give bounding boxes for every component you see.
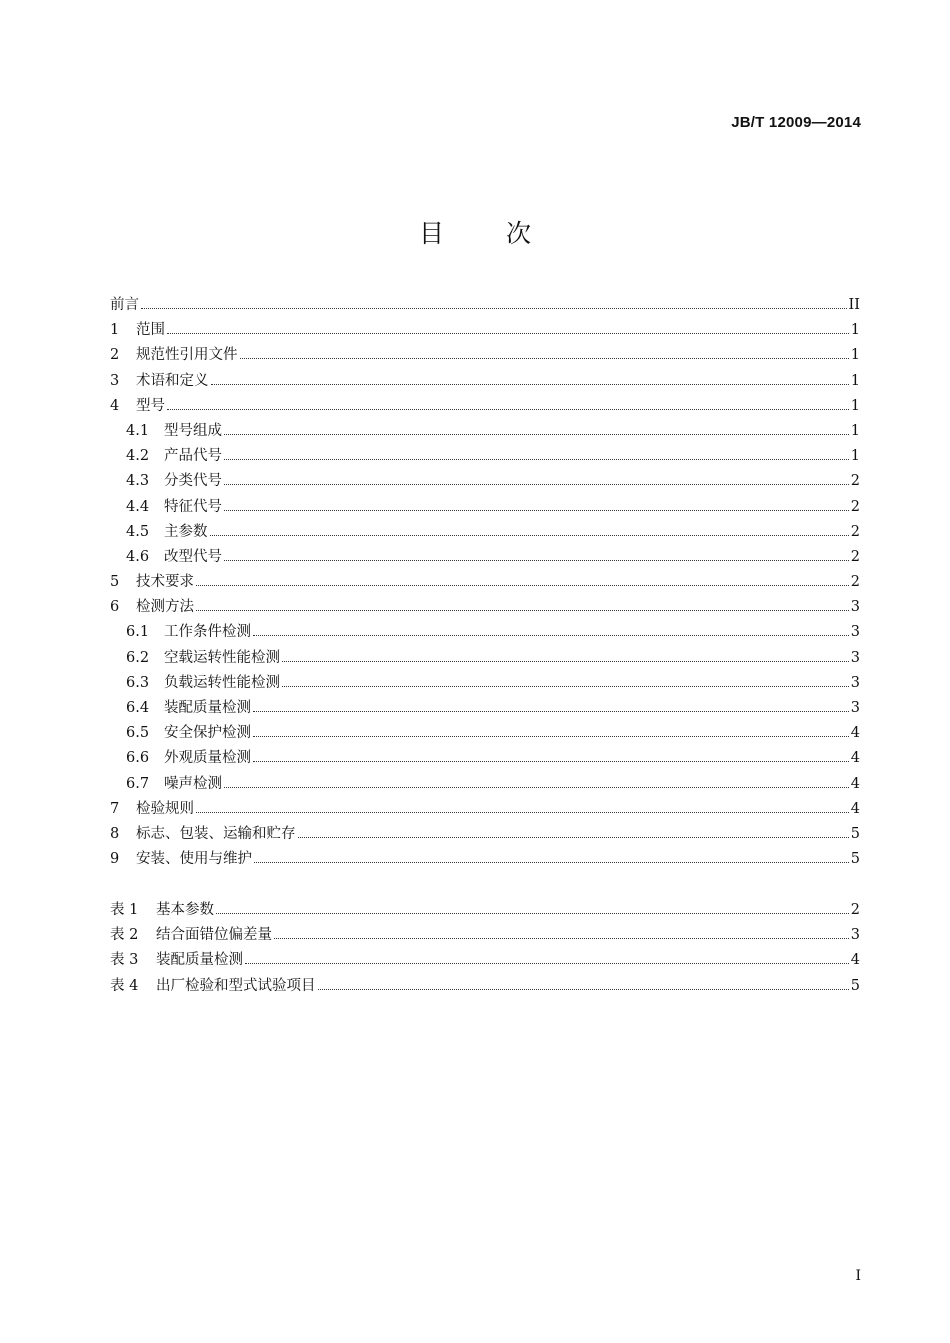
toc-entry-number: 4.6: [126, 548, 150, 565]
toc-entry-number: 8: [110, 825, 120, 842]
dot-leader: [282, 661, 849, 662]
toc-entry[interactable]: [110, 520, 860, 545]
toc-entry-label: 基本参数: [156, 902, 214, 918]
toc-entry[interactable]: [110, 948, 860, 973]
toc-entry-label: 空载运转性能检测: [164, 649, 280, 666]
toc-entry-page: 2: [850, 498, 860, 515]
toc-entry[interactable]: [110, 671, 860, 696]
toc-entry[interactable]: [110, 772, 860, 797]
toc-entry[interactable]: [110, 495, 860, 520]
dot-leader: [141, 308, 847, 309]
toc-entry[interactable]: [110, 595, 860, 620]
dot-leader: [253, 635, 849, 636]
toc-entry[interactable]: [110, 343, 860, 368]
dot-leader: [224, 787, 849, 788]
toc-entry-page: 1: [850, 397, 860, 414]
toc-entry[interactable]: [110, 923, 860, 948]
toc-entry-number: 6.1: [126, 624, 150, 641]
toc-entry-number: 4.3: [126, 473, 150, 490]
toc-entry-label: 安全保护检测: [164, 725, 251, 742]
toc-entry[interactable]: [110, 974, 860, 999]
toc-entry-page: 2: [850, 902, 860, 918]
toc-entry-number: 4.5: [126, 523, 150, 540]
toc-entry[interactable]: [110, 746, 860, 771]
toc-entry-number: 9: [110, 851, 120, 868]
toc-entry-label: 装配质量检测: [164, 700, 251, 716]
dot-leader: [224, 510, 849, 511]
toc-entry-number: 6.5: [126, 725, 150, 742]
toc-entry-label: 标志、包装、运输和贮存: [136, 825, 296, 842]
dot-leader: [253, 761, 849, 762]
toc-entry-label: 型号组成: [164, 422, 222, 439]
toc-entry[interactable]: [110, 847, 860, 872]
toc-entry-page: 4: [850, 800, 860, 817]
dot-leader: [196, 585, 849, 586]
toc-entry-page: 1: [850, 347, 860, 364]
toc-entry[interactable]: [110, 797, 860, 822]
toc-entry-page: 3: [850, 624, 860, 641]
toc-entry-label: 噪声检测: [164, 775, 222, 792]
toc-entry-number: 5: [110, 574, 120, 591]
toc-entry[interactable]: [110, 545, 860, 570]
toc-entry-label: 特征代号: [164, 498, 222, 515]
dot-leader: [224, 434, 849, 435]
toc-entry[interactable]: [110, 721, 860, 746]
toc-entry[interactable]: [110, 444, 860, 469]
dot-leader: [253, 736, 849, 737]
toc-entry-number: 6.3: [126, 674, 150, 691]
toc-entry-number: 4.1: [126, 422, 150, 439]
dot-leader: [196, 610, 849, 611]
toc-entry-label: 改型代号: [164, 548, 222, 565]
page-title: 目次: [418, 219, 593, 248]
toc-entry-page: 5: [850, 851, 860, 868]
dot-leader: [196, 812, 849, 813]
toc-entry[interactable]: [110, 898, 860, 923]
toc-entry[interactable]: [110, 570, 860, 595]
dot-leader: [224, 560, 849, 561]
list-of-tables: [110, 898, 860, 999]
toc-entry-number: 4: [110, 397, 120, 414]
toc-entry[interactable]: [110, 369, 860, 394]
toc-entry-number: 4.2: [126, 448, 150, 465]
toc-entry-page: II: [848, 297, 860, 313]
toc-entry-label: 分类代号: [164, 473, 222, 490]
toc-entry-label: 负载运转性能检测: [164, 674, 280, 691]
toc-entry-label: 结合面错位偏差量: [156, 927, 272, 944]
toc-entry-page: 2: [850, 523, 860, 540]
toc-entry-page: 4: [850, 725, 860, 742]
toc-entry-label: 检测方法: [136, 599, 194, 616]
dot-leader: [298, 837, 849, 838]
dot-leader: [282, 686, 849, 687]
toc-entry[interactable]: [110, 394, 860, 419]
toc-entry-label: 装配质量检测: [156, 952, 243, 969]
toc-entry-number: 6.7: [126, 775, 150, 792]
toc-entry-number: 7: [110, 800, 120, 817]
dot-leader: [167, 333, 849, 334]
toc-entry-page: 5: [850, 977, 860, 994]
toc-entry-number: 表 4: [110, 977, 139, 994]
document-code: JB/T 12009—2014: [731, 114, 861, 131]
toc-entry-label: 规范性引用文件: [136, 347, 238, 364]
toc-entry-page: 3: [850, 927, 860, 944]
toc-entry-label: 型号: [136, 397, 165, 414]
table-of-contents: [110, 293, 860, 872]
toc-entry-page: 3: [850, 674, 860, 691]
toc-entry-number: 表 3: [110, 952, 139, 969]
page-number: I: [855, 1268, 861, 1284]
toc-entry-number: 6.4: [126, 700, 150, 716]
toc-entry-label: 安装、使用与维护: [136, 851, 252, 868]
toc-entry-page: 2: [850, 548, 860, 565]
toc-entry-label: 前言: [110, 297, 139, 313]
dot-leader: [318, 989, 849, 990]
toc-entry[interactable]: [110, 646, 860, 671]
dot-leader: [254, 862, 849, 863]
dot-leader: [245, 963, 849, 964]
dot-leader: [240, 358, 849, 359]
toc-entry-page: 1: [850, 322, 860, 339]
toc-entry-page: 3: [850, 649, 860, 666]
toc-entry-number: 2: [110, 347, 120, 364]
toc-entry[interactable]: [110, 696, 860, 721]
toc-entry[interactable]: [110, 293, 860, 318]
toc-entry-page: 1: [850, 372, 860, 389]
dot-leader: [224, 484, 849, 485]
toc-entry-label: 检验规则: [136, 800, 194, 817]
toc-entry[interactable]: [110, 822, 860, 847]
dot-leader: [210, 535, 849, 536]
toc-entry[interactable]: [110, 620, 860, 645]
toc-entry-number: 4.4: [126, 498, 150, 515]
toc-entry-number: 6: [110, 599, 120, 616]
toc-entry-number: 表 1: [110, 902, 139, 918]
toc-entry-label: 外观质量检测: [164, 750, 251, 767]
toc-entry-page: 4: [850, 750, 860, 767]
toc-entry-number: 6.2: [126, 649, 150, 666]
toc-entry-number: 6.6: [126, 750, 150, 767]
toc-entry-number: 3: [110, 372, 120, 389]
toc-entry-page: 3: [850, 599, 860, 616]
toc-entry-number: 表 2: [110, 927, 139, 944]
toc-entry-page: 4: [850, 775, 860, 792]
toc-entry-label: 技术要求: [136, 574, 194, 591]
toc-entry-page: 4: [850, 952, 860, 969]
dot-leader: [224, 459, 849, 460]
dot-leader: [253, 711, 849, 712]
toc-entry-page: 5: [850, 825, 860, 842]
toc-entry-label: 范围: [136, 322, 165, 339]
toc-entry[interactable]: [110, 469, 860, 494]
toc-entry-page: 3: [850, 700, 860, 716]
dot-leader: [167, 409, 849, 410]
toc-entry-label: 出厂检验和型式试验项目: [156, 977, 316, 994]
dot-leader: [216, 913, 849, 914]
toc-entry-page: 1: [850, 422, 860, 439]
toc-entry-label: 工作条件检测: [164, 624, 251, 641]
dot-leader: [274, 938, 849, 939]
toc-entry-page: 2: [850, 473, 860, 490]
toc-entry-label: 主参数: [164, 523, 208, 540]
toc-entry-number: 1: [110, 322, 120, 339]
toc-entry-label: 产品代号: [164, 448, 222, 465]
toc-entry[interactable]: [110, 419, 860, 444]
toc-entry-label: 术语和定义: [136, 372, 209, 389]
toc-entry-page: 2: [850, 574, 860, 591]
toc-entry[interactable]: [110, 318, 860, 343]
toc-entry-page: 1: [850, 448, 860, 465]
dot-leader: [211, 384, 849, 385]
